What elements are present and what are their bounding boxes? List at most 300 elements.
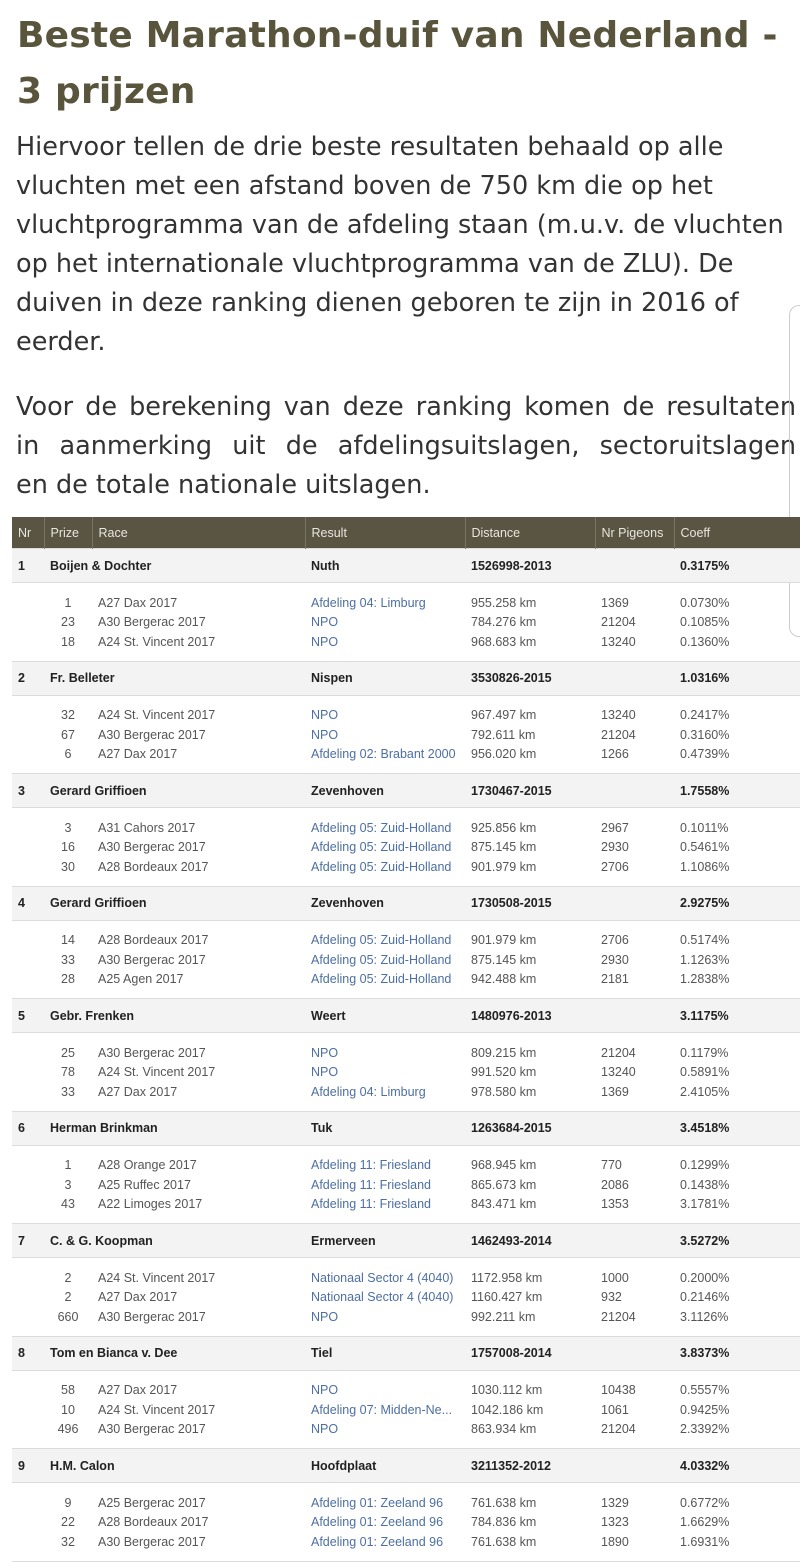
- pigeon-ring: 1480976-2013: [465, 999, 674, 1033]
- result-pigeons: 21204: [601, 1045, 636, 1060]
- row-spacer: [12, 1370, 800, 1381]
- result-link[interactable]: NPO: [311, 708, 339, 723]
- pigeon-row[interactable]: [12, 999, 800, 1033]
- result-spacer-cell: [12, 1156, 44, 1176]
- result-link[interactable]: Afdeling 05: Zuid-Holland: [311, 840, 452, 855]
- spacer-cell: [12, 877, 800, 887]
- intro-line: duiven in deze ranking dienen geboren te zijn in 2016 of: [16, 288, 739, 318]
- result-link[interactable]: Nationaal Sector 4 (4040): [311, 1270, 454, 1285]
- result-pigeons: 21204: [601, 1309, 636, 1324]
- result-coeff: 0.5174%: [680, 933, 730, 948]
- result-distance: 955.258 km: [471, 595, 537, 610]
- result-row: [12, 1307, 800, 1327]
- result-race: A27 Dax 2017: [98, 1084, 178, 1099]
- result-distance: 992.211 km: [471, 1309, 536, 1324]
- header-distance[interactable]: Distance: [465, 517, 595, 549]
- result-row: [12, 1288, 800, 1308]
- result-row: [12, 632, 800, 652]
- result-coeff: 0.5557%: [680, 1383, 730, 1398]
- result-prize: 18: [61, 634, 75, 649]
- result-distance: 942.488 km: [471, 972, 537, 987]
- result-coeff: 0.5461%: [680, 840, 730, 855]
- result-coeff: 0.6772%: [680, 1495, 730, 1510]
- intro-paragraph: [16, 128, 784, 362]
- pigeon-ring: 3211352-2012: [465, 1449, 674, 1483]
- result-coeff: 2.4105%: [680, 1084, 730, 1099]
- result-coeff: 0.3160%: [680, 727, 730, 742]
- result-race: A28 Bordeaux 2017: [98, 933, 209, 948]
- result-prize: 6: [64, 747, 72, 762]
- result-distance: 1172.958 km: [471, 1270, 543, 1285]
- result-coeff: 0.2000%: [680, 1270, 730, 1285]
- pigeon-ring: 1730508-2015: [465, 886, 674, 920]
- spacer-cell: [12, 1327, 800, 1337]
- result-coeff: 3.1781%: [680, 1197, 730, 1212]
- result-spacer-cell: [12, 593, 44, 613]
- result-race: A30 Bergerac 2017: [98, 1422, 206, 1437]
- row-spacer: [12, 877, 800, 887]
- spacer-cell: [12, 1214, 800, 1224]
- result-pigeons: 2967: [601, 820, 629, 835]
- result-row: [12, 1420, 800, 1440]
- pigeon-total-coeff: 3.8373%: [674, 1336, 800, 1370]
- result-coeff: 1.6629%: [680, 1515, 730, 1530]
- result-row: [12, 1268, 800, 1288]
- result-prize: 32: [61, 1534, 75, 1549]
- header-race[interactable]: Race: [92, 517, 305, 549]
- result-prize: 2: [64, 1270, 72, 1285]
- result-race: A25 Ruffec 2017: [98, 1177, 191, 1192]
- spacer-cell: [12, 1439, 800, 1449]
- result-row: [12, 1082, 800, 1102]
- result-spacer-cell: [12, 857, 44, 877]
- result-prize: 3: [64, 1177, 72, 1192]
- result-row: [12, 1513, 800, 1533]
- result-row: [12, 1043, 800, 1063]
- pigeon-owner: Gerard Griffioen: [44, 886, 305, 920]
- result-pigeons: 1369: [601, 1084, 629, 1099]
- pigeon-row[interactable]: [12, 661, 800, 695]
- result-race: A27 Dax 2017: [98, 1290, 178, 1305]
- result-spacer-cell: [12, 838, 44, 858]
- result-link[interactable]: Afdeling 07: Midden-Ne...: [311, 1402, 453, 1417]
- result-distance: 792.611 km: [471, 727, 536, 742]
- result-race: A30 Bergerac 2017: [98, 952, 206, 967]
- result-link[interactable]: Afdeling 04: Limburg: [311, 595, 426, 610]
- result-spacer-cell: [12, 745, 44, 765]
- result-prize: 660: [57, 1309, 79, 1324]
- result-distance: 901.979 km: [471, 933, 537, 948]
- result-spacer-cell: [12, 950, 44, 970]
- result-pigeons: 1890: [601, 1534, 629, 1549]
- result-prize: 78: [61, 1065, 75, 1080]
- result-prize: 22: [61, 1515, 75, 1530]
- result-pigeons: 10438: [601, 1383, 636, 1398]
- result-link[interactable]: Afdeling 05: Zuid-Holland: [311, 952, 452, 967]
- pigeon-place: Ermerveen: [305, 1224, 465, 1258]
- pigeon-total-coeff: 3.5272%: [674, 1224, 800, 1258]
- result-race: A30 Bergerac 2017: [98, 1045, 206, 1060]
- calculation-line: in aanmerking uit de afdelingsuitslagen, sectoruitslagen: [16, 431, 796, 461]
- result-row: [12, 745, 800, 765]
- pigeon-rank: 7: [12, 1224, 44, 1258]
- result-pigeons: 13240: [601, 634, 636, 649]
- pigeon-ring: 1757008-2014: [465, 1336, 674, 1370]
- result-coeff: 0.1085%: [680, 615, 730, 630]
- intro-line: eerder.: [16, 327, 106, 357]
- row-spacer: [12, 989, 800, 999]
- spacer-cell: [12, 1258, 800, 1269]
- result-row: [12, 857, 800, 877]
- pigeon-owner: Herman Brinkman: [44, 1111, 305, 1145]
- result-prize: 10: [61, 1402, 75, 1417]
- result-coeff: 0.2417%: [680, 708, 730, 723]
- result-spacer-cell: [12, 1307, 44, 1327]
- result-row: [12, 1381, 800, 1401]
- pigeon-rank: 8: [12, 1336, 44, 1370]
- intro-line: vluchtprogramma van de afdeling staan (m.u.v. de vluchten: [16, 210, 784, 240]
- result-spacer-cell: [12, 1532, 44, 1552]
- result-spacer-cell: [12, 1381, 44, 1401]
- pigeon-total-coeff: 0.3175%: [674, 549, 800, 583]
- result-pigeons: 2086: [601, 1177, 629, 1192]
- row-spacer: [12, 1439, 800, 1449]
- result-spacer-cell: [12, 818, 44, 838]
- result-link[interactable]: NPO: [311, 1309, 339, 1324]
- result-link[interactable]: Afdeling 01: Zeeland 96: [311, 1495, 444, 1510]
- pigeon-ring: 3530826-2015: [465, 661, 674, 695]
- result-row: [12, 950, 800, 970]
- result-link[interactable]: Afdeling 05: Zuid-Holland: [311, 972, 452, 987]
- result-spacer-cell: [12, 1063, 44, 1083]
- spacer-cell: [12, 1483, 800, 1494]
- result-coeff: 1.1263%: [680, 952, 730, 967]
- result-pigeons: 1266: [601, 747, 629, 762]
- result-row: [12, 613, 800, 633]
- result-spacer-cell: [12, 613, 44, 633]
- result-prize: 67: [61, 727, 75, 742]
- pigeon-ring: 1263684-2015: [465, 1111, 674, 1145]
- result-link[interactable]: NPO: [311, 615, 339, 630]
- result-distance: 991.520 km: [471, 1065, 537, 1080]
- result-distance: 968.683 km: [471, 634, 537, 649]
- result-race: A25 Agen 2017: [98, 972, 184, 987]
- result-pigeons: 2706: [601, 859, 629, 874]
- result-pigeons: 770: [601, 1158, 622, 1173]
- result-link[interactable]: Afdeling 05: Zuid-Holland: [311, 859, 452, 874]
- result-prize: 33: [61, 1084, 75, 1099]
- result-coeff: 1.6931%: [680, 1534, 730, 1549]
- pigeon-row[interactable]: [12, 1224, 800, 1258]
- result-link[interactable]: Afdeling 05: Zuid-Holland: [311, 933, 452, 948]
- result-spacer-cell: [12, 1400, 44, 1420]
- pigeon-place: Tuk: [305, 1111, 465, 1145]
- row-spacer: [12, 652, 800, 662]
- row-spacer: [12, 1145, 800, 1156]
- pigeon-total-coeff: 1.0316%: [674, 661, 800, 695]
- result-pigeons: 13240: [601, 708, 636, 723]
- pigeon-rank: 1: [12, 549, 44, 583]
- spacer-cell: [12, 1370, 800, 1381]
- pigeon-place: Weert: [305, 999, 465, 1033]
- calculation-line: Voor de berekening van deze ranking komen de resultaten: [16, 392, 796, 422]
- result-prize: 23: [61, 615, 75, 630]
- pigeon-row[interactable]: [12, 774, 800, 808]
- row-spacer: [12, 583, 800, 594]
- result-race: A28 Bordeaux 2017: [98, 859, 209, 874]
- result-link[interactable]: NPO: [311, 727, 339, 742]
- result-coeff: 0.9425%: [680, 1402, 730, 1417]
- result-prize: 30: [61, 859, 75, 874]
- result-coeff: 1.2838%: [680, 972, 730, 987]
- result-link[interactable]: Afdeling 11: Friesland: [311, 1197, 431, 1212]
- result-prize: 25: [61, 1045, 75, 1060]
- result-link[interactable]: Afdeling 11: Friesland: [311, 1158, 431, 1173]
- header-nr[interactable]: Nr: [12, 517, 44, 549]
- spacer-cell: [12, 808, 800, 819]
- row-spacer: [12, 1102, 800, 1112]
- ranking-table: [12, 517, 800, 1562]
- result-prize: 28: [61, 972, 75, 987]
- result-distance: 875.145 km: [471, 952, 537, 967]
- result-spacer-cell: [12, 970, 44, 990]
- intro-line: vluchten met een afstand boven de 750 km die op het: [16, 171, 713, 201]
- result-row: [12, 818, 800, 838]
- result-race: A30 Bergerac 2017: [98, 1534, 206, 1549]
- result-coeff: 0.5891%: [680, 1065, 730, 1080]
- result-link[interactable]: NPO: [311, 1065, 339, 1080]
- result-distance: 1030.112 km: [471, 1383, 543, 1398]
- result-race: A30 Bergerac 2017: [98, 727, 206, 742]
- result-distance: 809.215 km: [471, 1045, 537, 1060]
- row-spacer: [12, 1327, 800, 1337]
- result-link[interactable]: Afdeling 01: Zeeland 96: [311, 1534, 444, 1549]
- result-row: [12, 1532, 800, 1552]
- result-pigeons: 1000: [601, 1270, 629, 1285]
- result-distance: 865.673 km: [471, 1177, 537, 1192]
- page-title: Beste Marathon-duif van Nederland - 3 prijzen: [17, 15, 778, 112]
- pigeon-owner: Fr. Belleter: [44, 661, 305, 695]
- result-spacer-cell: [12, 725, 44, 745]
- result-distance: 1042.186 km: [471, 1402, 544, 1417]
- pigeon-row[interactable]: [12, 1111, 800, 1145]
- result-link[interactable]: NPO: [311, 1383, 339, 1398]
- header-nr-pigeons[interactable]: Nr Pigeons: [595, 517, 674, 549]
- result-race: A24 St. Vincent 2017: [98, 1270, 216, 1285]
- result-pigeons: 1061: [601, 1402, 629, 1417]
- result-distance: 863.934 km: [471, 1422, 537, 1437]
- result-race: A31 Cahors 2017: [98, 820, 196, 835]
- result-prize: 2: [64, 1290, 72, 1305]
- result-race: A30 Bergerac 2017: [98, 840, 206, 855]
- result-row: [12, 1175, 800, 1195]
- result-distance: 956.020 km: [471, 747, 537, 762]
- result-race: A30 Bergerac 2017: [98, 1309, 206, 1324]
- result-pigeons: 2181: [601, 972, 629, 987]
- result-race: A27 Dax 2017: [98, 595, 178, 610]
- result-race: A24 St. Vincent 2017: [98, 1402, 216, 1417]
- result-race: A22 Limoges 2017: [98, 1197, 203, 1212]
- result-row: [12, 1493, 800, 1513]
- result-link[interactable]: Afdeling 01: Zeeland 96: [311, 1515, 444, 1530]
- result-spacer-cell: [12, 632, 44, 652]
- result-spacer-cell: [12, 1288, 44, 1308]
- result-distance: 875.145 km: [471, 840, 537, 855]
- result-row: [12, 593, 800, 613]
- result-race: A25 Bergerac 2017: [98, 1495, 206, 1510]
- result-pigeons: 2930: [601, 840, 629, 855]
- result-pigeons: 2706: [601, 933, 629, 948]
- result-coeff: 0.4739%: [680, 747, 730, 762]
- result-race: A24 St. Vincent 2017: [98, 1065, 216, 1080]
- pigeon-place: Tiel: [305, 1336, 465, 1370]
- result-spacer-cell: [12, 1082, 44, 1102]
- calculation-line: en de totale nationale uitslagen.: [16, 470, 431, 500]
- result-link[interactable]: Afdeling 02: Brabant 2000: [311, 747, 456, 762]
- result-prize: 33: [61, 952, 75, 967]
- result-spacer-cell: [12, 1043, 44, 1063]
- result-prize: 58: [61, 1383, 75, 1398]
- result-pigeons: 1329: [601, 1495, 629, 1510]
- spacer-cell: [12, 695, 800, 706]
- pigeon-ring: 1526998-2013: [465, 549, 674, 583]
- table-body: [12, 549, 800, 1562]
- pigeon-rank: 6: [12, 1111, 44, 1145]
- result-distance: 925.856 km: [471, 820, 537, 835]
- spacer-cell: [12, 989, 800, 999]
- spacer-cell: [12, 583, 800, 594]
- spacer-cell: [12, 652, 800, 662]
- result-link[interactable]: NPO: [311, 1422, 339, 1437]
- result-link[interactable]: NPO: [311, 1045, 339, 1060]
- result-distance: 784.836 km: [471, 1515, 537, 1530]
- pigeon-row[interactable]: [12, 1336, 800, 1370]
- result-coeff: 0.2146%: [680, 1290, 730, 1305]
- spacer-cell: [12, 1033, 800, 1044]
- result-coeff: 0.1179%: [680, 1045, 729, 1060]
- pigeon-owner: H.M. Calon: [44, 1449, 305, 1483]
- result-link[interactable]: Afdeling 04: Limburg: [311, 1084, 426, 1099]
- result-link[interactable]: Nationaal Sector 4 (4040): [311, 1290, 454, 1305]
- result-prize: 14: [61, 933, 75, 948]
- result-prize: 1: [64, 595, 72, 610]
- result-coeff: 0.1011%: [680, 820, 729, 835]
- pigeon-total-coeff: 4.0332%: [674, 1449, 800, 1483]
- result-pigeons: 1369: [601, 595, 629, 610]
- result-distance: 1160.427 km: [471, 1290, 543, 1305]
- result-distance: 784.276 km: [471, 615, 537, 630]
- result-distance: 968.945 km: [471, 1158, 537, 1173]
- spacer-cell: [12, 920, 800, 931]
- spacer-cell: [12, 1145, 800, 1156]
- pigeon-place: Nispen: [305, 661, 465, 695]
- result-pigeons: 13240: [601, 1065, 636, 1080]
- result-coeff: 1.1086%: [680, 859, 730, 874]
- result-race: A30 Bergerac 2017: [98, 615, 206, 630]
- result-pigeons: 1323: [601, 1515, 629, 1530]
- row-spacer: [12, 920, 800, 931]
- result-spacer-cell: [12, 1175, 44, 1195]
- result-distance: 761.638 km: [471, 1495, 537, 1510]
- pigeon-total-coeff: 1.7558%: [674, 774, 800, 808]
- intro-line: Hiervoor tellen de drie beste resultaten behaald op alle: [16, 132, 724, 162]
- spacer-cell: [12, 1102, 800, 1112]
- result-pigeons: 932: [601, 1290, 622, 1305]
- result-distance: 978.580 km: [471, 1084, 537, 1099]
- result-link[interactable]: NPO: [311, 634, 339, 649]
- result-row: [12, 1195, 800, 1215]
- result-coeff: 0.1360%: [680, 634, 730, 649]
- pigeon-place: Zevenhoven: [305, 886, 465, 920]
- calculation-paragraph: [16, 388, 796, 505]
- pigeon-rank: 5: [12, 999, 44, 1033]
- pigeon-row[interactable]: [12, 549, 800, 583]
- result-row: [12, 1400, 800, 1420]
- pigeon-place: Nuth: [305, 549, 465, 583]
- pigeon-total-coeff: 2.9275%: [674, 886, 800, 920]
- header-prize[interactable]: Prize: [44, 517, 92, 549]
- result-row: [12, 931, 800, 951]
- pigeon-owner: Gebr. Frenken: [44, 999, 305, 1033]
- result-row: [12, 1156, 800, 1176]
- result-race: A27 Dax 2017: [98, 1383, 178, 1398]
- header-result[interactable]: Result: [305, 517, 465, 549]
- pigeon-total-coeff: 3.4518%: [674, 1111, 800, 1145]
- result-pigeons: 1353: [601, 1197, 629, 1212]
- result-spacer-cell: [12, 1268, 44, 1288]
- result-race: A24 St. Vincent 2017: [98, 708, 216, 723]
- result-prize: 16: [61, 840, 75, 855]
- row-spacer: [12, 1258, 800, 1269]
- result-row: [12, 970, 800, 990]
- result-pigeons: 21204: [601, 615, 636, 630]
- pigeon-ring: 1462493-2014: [465, 1224, 674, 1258]
- result-distance: 967.497 km: [471, 708, 537, 723]
- pigeon-total-coeff: 3.1175%: [674, 999, 800, 1033]
- pigeon-rank: 4: [12, 886, 44, 920]
- result-prize: 43: [61, 1197, 75, 1212]
- row-spacer: [12, 695, 800, 706]
- result-race: A28 Bordeaux 2017: [98, 1515, 209, 1530]
- result-spacer-cell: [12, 1513, 44, 1533]
- result-spacer-cell: [12, 706, 44, 726]
- table-header: [12, 517, 800, 549]
- pigeon-ring: 1730467-2015: [465, 774, 674, 808]
- result-row: [12, 725, 800, 745]
- result-coeff: 3.1126%: [680, 1309, 729, 1324]
- result-link[interactable]: Afdeling 05: Zuid-Holland: [311, 820, 452, 835]
- pigeon-owner: C. & G. Koopman: [44, 1224, 305, 1258]
- pigeon-row[interactable]: [12, 1449, 800, 1483]
- result-distance: 761.638 km: [471, 1534, 537, 1549]
- pigeon-place: Hoofdplaat: [305, 1449, 465, 1483]
- result-link[interactable]: Afdeling 11: Friesland: [311, 1177, 431, 1192]
- pigeon-rank: 3: [12, 774, 44, 808]
- spacer-cell: [12, 764, 800, 774]
- result-spacer-cell: [12, 1493, 44, 1513]
- pigeon-owner: Gerard Griffioen: [44, 774, 305, 808]
- pigeon-row[interactable]: [12, 886, 800, 920]
- result-prize: 496: [57, 1422, 79, 1437]
- result-distance: 843.471 km: [471, 1197, 537, 1212]
- result-coeff: 0.1438%: [680, 1177, 730, 1192]
- spacer-cell: [12, 1552, 800, 1562]
- row-spacer: [12, 1033, 800, 1044]
- pigeon-owner: Boijen & Dochter: [44, 549, 305, 583]
- header-coeff[interactable]: Coeff: [674, 517, 800, 549]
- result-spacer-cell: [12, 931, 44, 951]
- row-spacer: [12, 1214, 800, 1224]
